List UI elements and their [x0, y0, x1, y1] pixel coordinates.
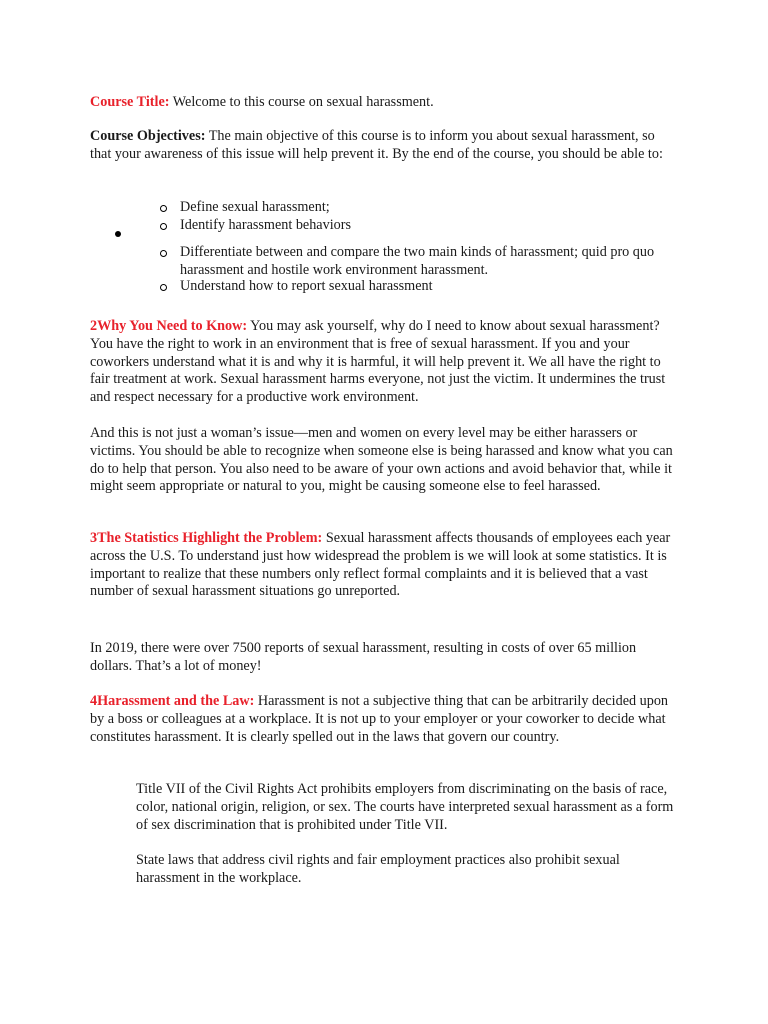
state-laws-quote: State laws that address civil rights and fair employment practices also prohibit sexual harassment in the workplace. [136, 852, 620, 886]
title-vii-quote: Title VII of the Civil Rights Act prohibits employers from discriminating on the basis of race, color, national origin, religion, or sex. The courts have interpreted sexual harassment as a form of sex discrimination that is prohibited under Title VII. [136, 781, 674, 833]
course-title-label: Course Title: [90, 94, 170, 110]
section3-paragraph [90, 530, 675, 601]
hollow-bullet-icon [160, 223, 167, 230]
hollow-bullet-icon [160, 205, 167, 212]
filled-bullet-icon [115, 231, 121, 237]
section3-text: Sexual harassment affects thousands of employees each year across the U.S. To understand just how widespread the problem is we will look at some statistics. It is important to realize that these numbers only reflect formal complaints and it is believed that a vast number of sexual harassment situations go unreported. [90, 530, 671, 600]
section2-heading: 2Why You Need to Know: [90, 318, 248, 334]
section2-paragraph [90, 318, 675, 407]
objectives-list: Define sexual harassment; Identify harassment behaviors Differentiate between and compare the two main kinds of harassment; quid pro quo harassment and hostile work environment harassment. Understand how to report sexual harassment [90, 198, 690, 298]
section4-text: Harassment is not a subjective thing that can be arbitrarily decided upon by a boss or colleagues at a workplace. It is not up to your employer or your coworker to decide what constitutes harassment. It is clearly spelled out in the laws that govern our country. [90, 693, 669, 745]
course-objectives-label: Course Objectives: [90, 128, 206, 144]
course-title-text: Welcome to this course on sexual harassment. [172, 94, 434, 110]
section3-heading: 3The Statistics Highlight the Problem: [90, 530, 323, 546]
section4-heading: 4Harassment and the Law: [90, 693, 255, 709]
course-objectives-text: The main objective of this course is to inform you about sexual harassment, so that your awareness of this issue will help prevent it. By the end of the course, you should be able to: [90, 128, 663, 162]
course-title-paragraph [90, 94, 675, 112]
section2-text: You may ask yourself, why do I need to know about sexual harassment? You have the right to work in an environment that is free of sexual harassment. If you and your coworkers understand what it is and why it is harmful, it will help prevent it. We all have the right to fair treatment at work. Sexual harassment harms everyone, not just the victim. It undermines the trust and respect necessary for a productive work environment. [90, 318, 666, 406]
course-objectives-paragraph [90, 128, 675, 164]
section2-paragraph2: And this is not just a woman’s issue—men and women on every level may be either harassers or victims. You should be able to recognize when someone else is being harassed and know what you can do to help that person. You also need to be aware of your own actions and avoid behavior that, while it might seem appropriate or natural to you, might be causing someone else to feel harassed. [90, 425, 673, 495]
statistics-paragraph: In 2019, there were over 7500 reports of sexual harassment, resulting in costs of over 65 million dollars. That’s a lot of money! [90, 640, 637, 674]
hollow-bullet-icon [160, 284, 167, 291]
hollow-bullet-icon [160, 250, 167, 257]
section4-paragraph [90, 693, 675, 746]
